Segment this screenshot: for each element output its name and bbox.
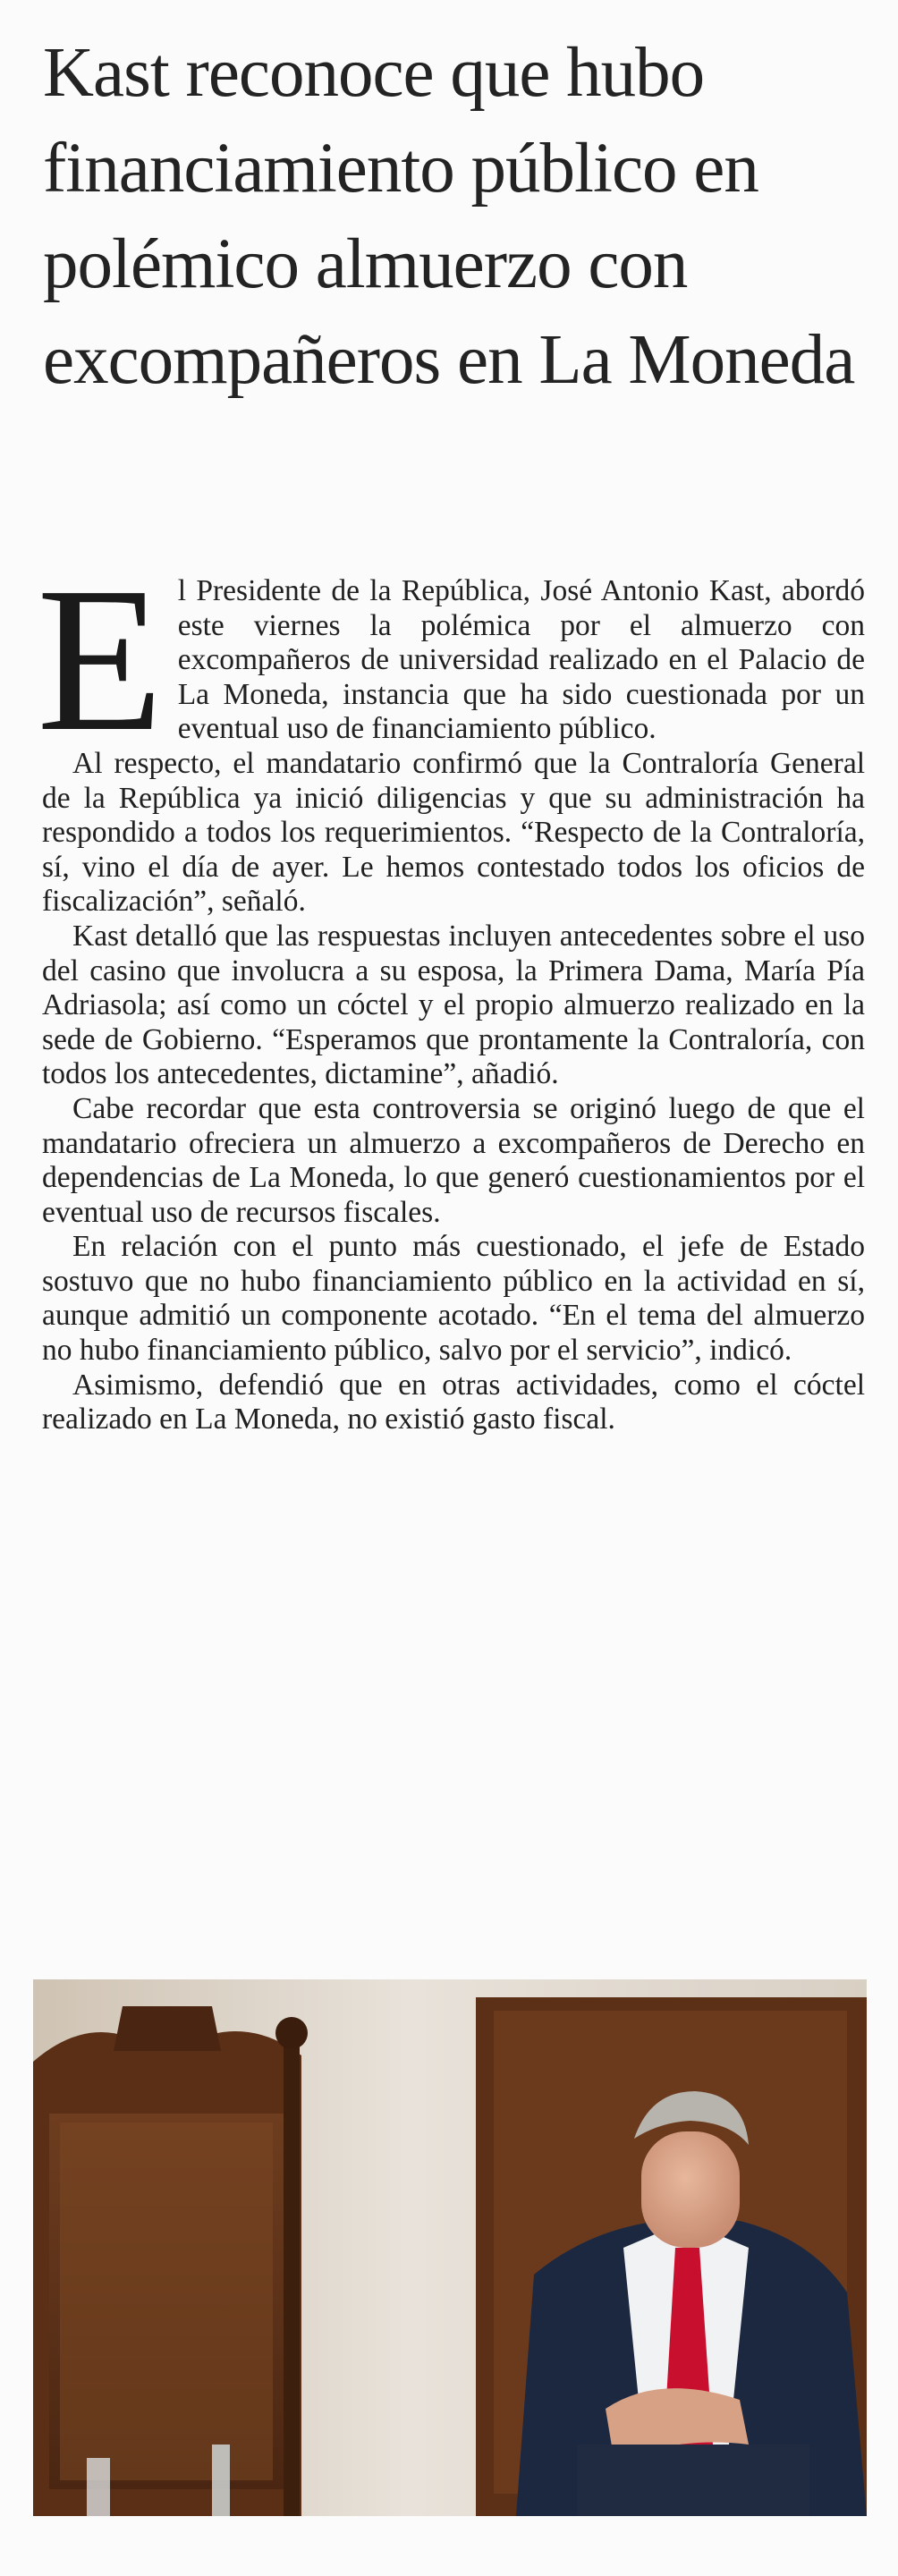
paragraph-1 <box>37 545 865 775</box>
photo-illustration <box>33 1979 867 2516</box>
drop-cap: E <box>37 545 164 775</box>
paragraph-6: Asimismo, defendió que en otras actividades, como el cóctel realizado en La Moneda, no existió gasto fiscal. <box>42 1368 865 1436</box>
paragraph-2: Al respecto, el mandatario confirmó que la Contraloría General de la República ya inició diligencias y que su administración ha respondido a todos los requerimientos. “Respecto de la Contraloría, sí, vino el día de ayer. Le hemos contestado todos los oficios de fiscalización”, señaló. <box>42 746 865 919</box>
news-photo <box>33 1979 867 2516</box>
paragraph-4: Cabe recordar que esta controversia se originó luego de que el mandatario ofreciera un almuerzo a excompañeros de Derecho en dependencias de La Moneda, lo que generó cuestionamientos por el eventual uso de recursos fiscales. <box>42 1091 865 1229</box>
paragraph-1-text: l Presidente de la República, José Antonio Kast, abordó este viernes la polémica por el almuerzo con excompañeros de universidad realizado en el Palacio de La Moneda, instancia que ha sido cuestionada por un eventual uso de financiamiento público. <box>177 574 865 746</box>
paragraph-3: Kast detalló que las respuestas incluyen antecedentes sobre el uso del casino que involucra a su esposa, la Primera Dama, María Pía Adriasola; así como un cóctel y el propio almuerzo realizado en la sede de Gobierno. “Esperamos que prontamente la Contraloría, con todos los antecedentes, dictamine”, añadió. <box>42 919 865 1091</box>
headline: Kast reconoce que hubo financiamiento público en polémico almuerzo con excompañeros en La Moneda <box>43 34 855 399</box>
paragraph-5: En relación con el punto más cuestionado, el jefe de Estado sostuvo que no hubo financiamiento público en la actividad en sí, aunque admitió un componente acotado. “En el tema del almuerzo no hubo financiamiento público, salvo por el servicio”, indicó. <box>42 1230 865 1368</box>
article-body <box>37 545 865 1437</box>
